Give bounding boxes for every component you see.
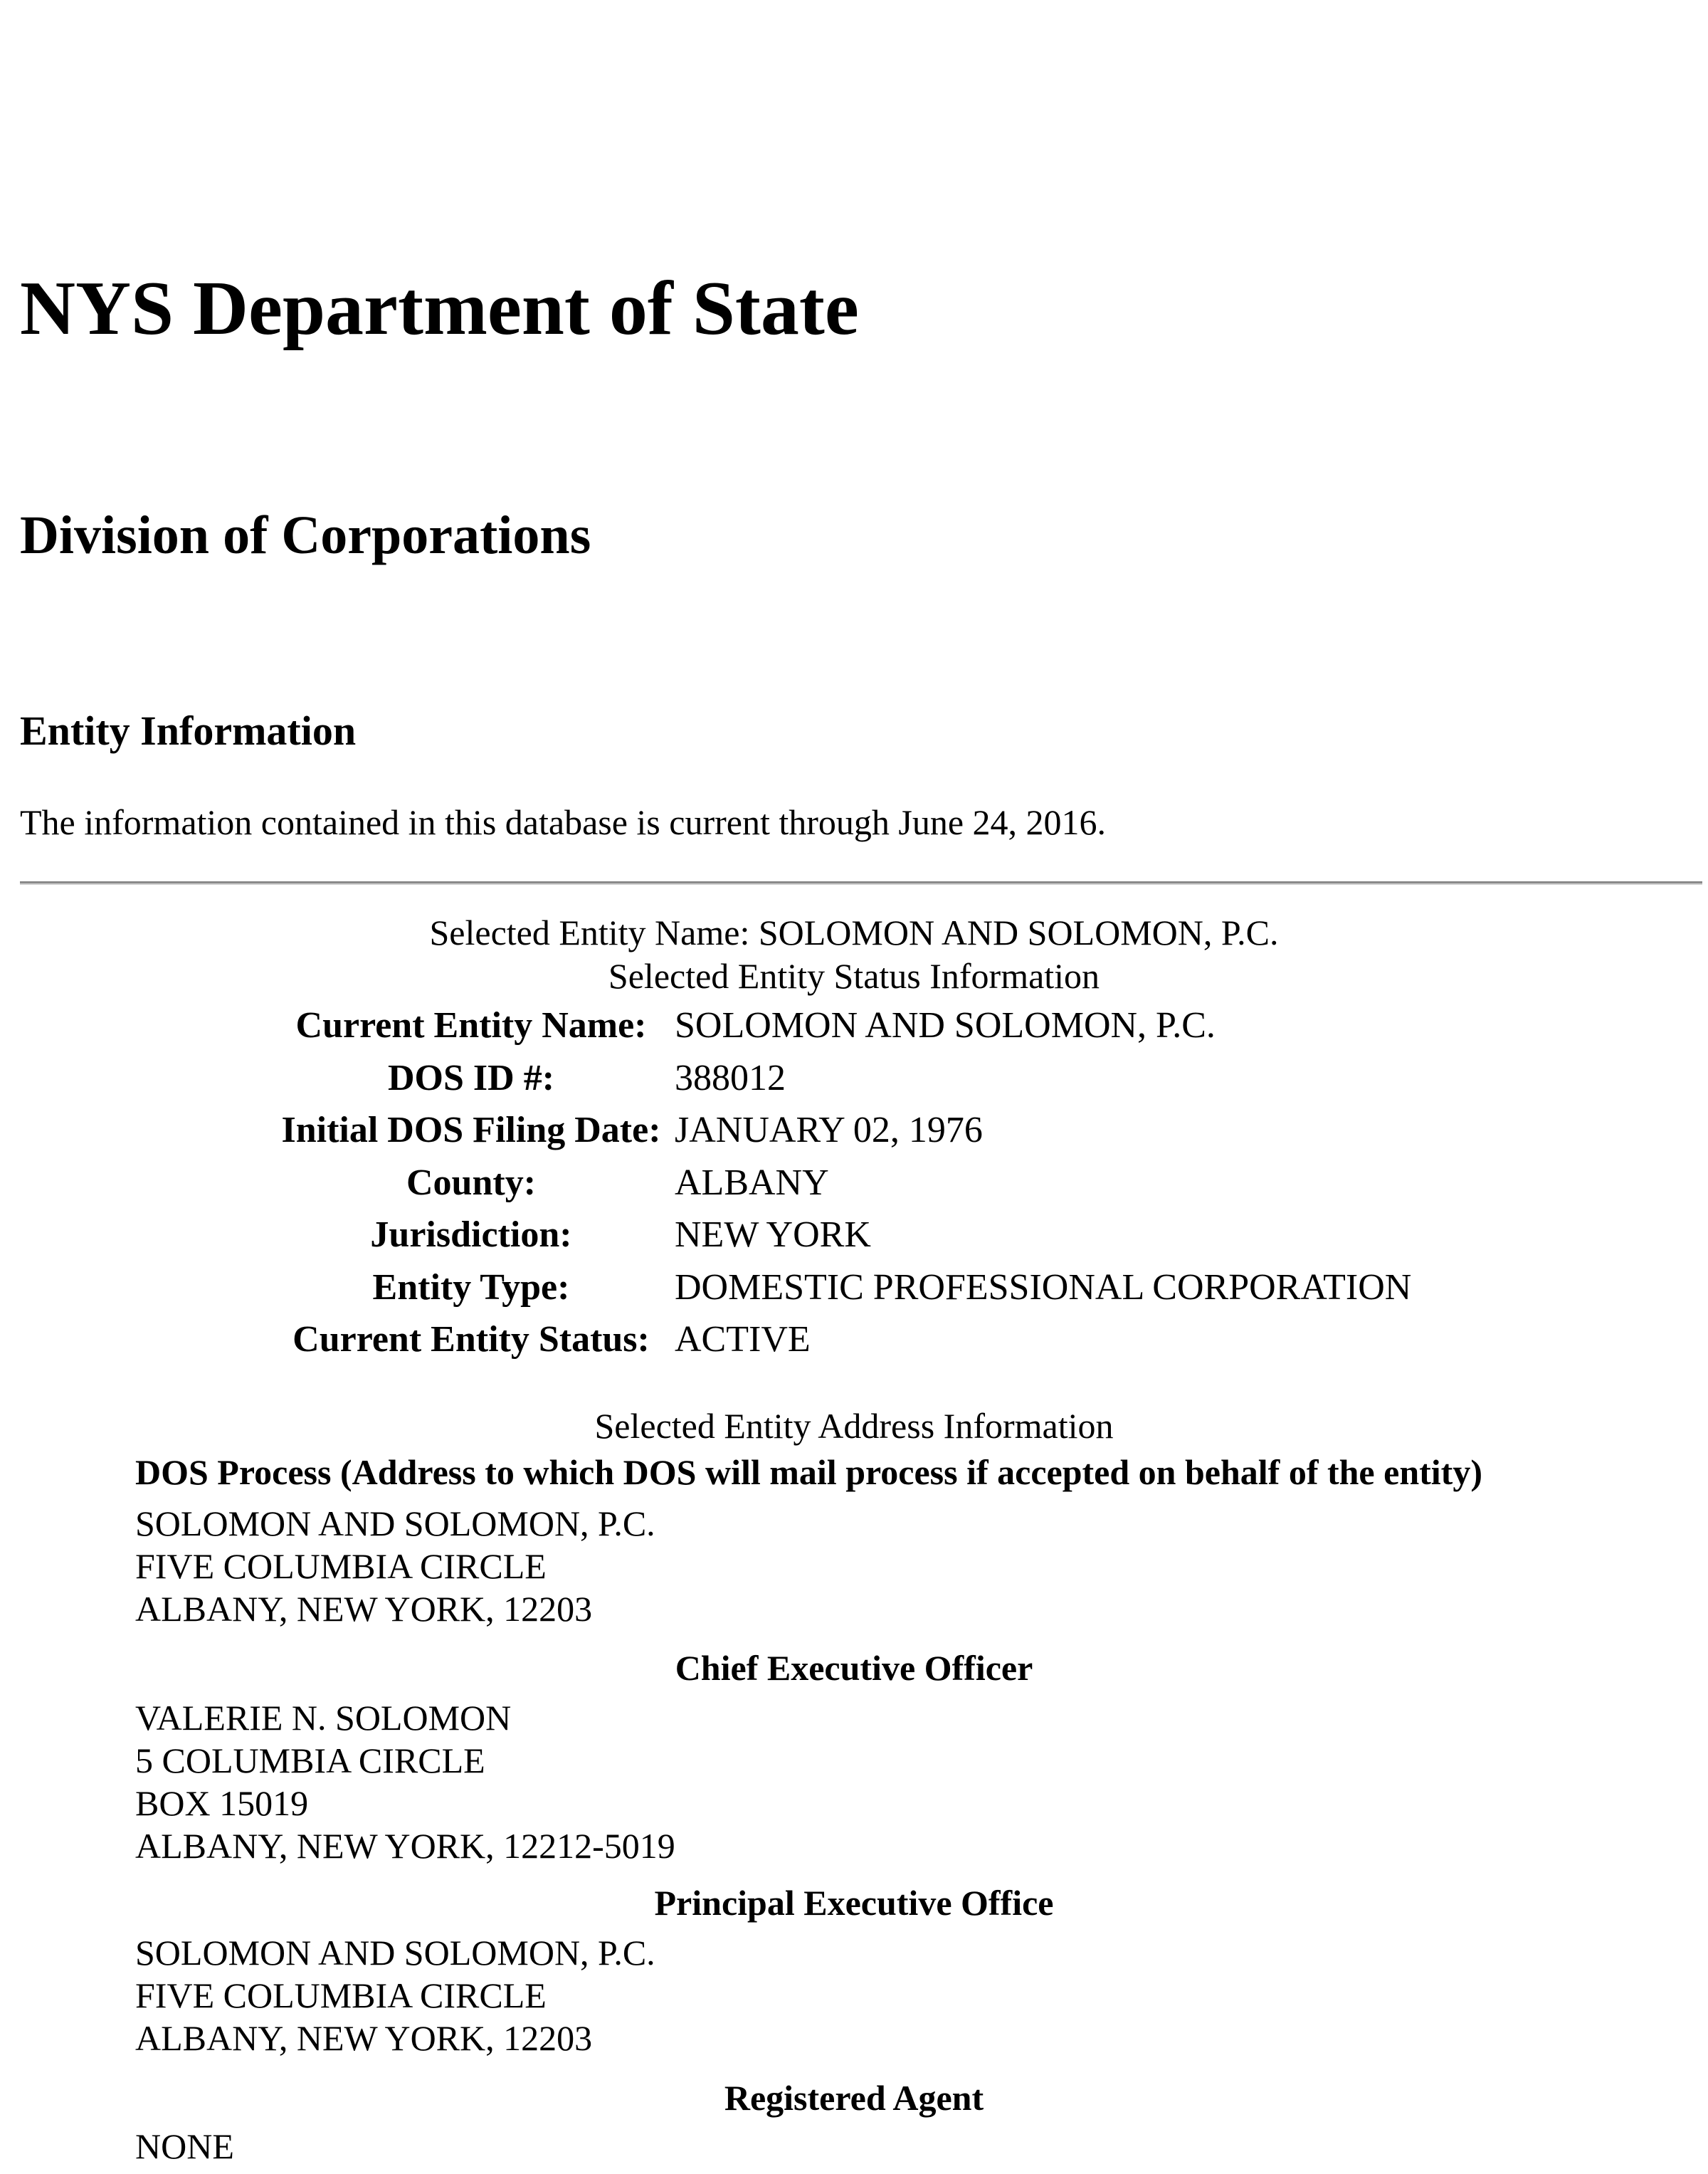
table-row (278, 1313, 1417, 1366)
address-line: 5 COLUMBIA CIRCLE (135, 1740, 485, 1780)
row-label: Jurisdiction: (370, 1214, 572, 1256)
registered-agent-heading: Registered Agent (724, 2078, 984, 2118)
status-info-heading: Selected Entity Status Information (608, 956, 1100, 996)
row-value: ACTIVE (675, 1319, 811, 1360)
address-line: FIVE COLUMBIA CIRCLE (135, 1546, 547, 1586)
table-row (278, 1209, 1417, 1261)
row-label: DOS ID #: (387, 1057, 555, 1098)
address-line: BOX 15019 (135, 1783, 309, 1823)
principal-office-address (135, 1931, 655, 2059)
table-row (278, 1104, 1417, 1157)
row-label: Current Entity Name: (295, 1005, 647, 1046)
row-value: NEW YORK (675, 1214, 871, 1256)
database-currency-note: The information contained in this database is current through June 24, 2016. (20, 802, 1107, 842)
ceo-address (135, 1696, 675, 1867)
address-info-heading: Selected Entity Address Information (594, 1406, 1114, 1446)
row-label: Current Entity Status: (292, 1319, 650, 1360)
address-line: FIVE COLUMBIA CIRCLE (135, 1975, 547, 2015)
address-line: SOLOMON AND SOLOMON, P.C. (135, 1503, 655, 1543)
table-row (278, 1052, 1417, 1105)
address-line: VALERIE N. SOLOMON (135, 1698, 512, 1738)
row-value: JANUARY 02, 1976 (675, 1110, 983, 1151)
address-line: ALBANY, NEW YORK, 12203 (135, 1589, 593, 1629)
dos-process-address (135, 1502, 655, 1630)
row-value: SOLOMON AND SOLOMON, P.C. (675, 1005, 1216, 1046)
row-value: ALBANY (675, 1162, 829, 1203)
row-value: DOMESTIC PROFESSIONAL CORPORATION (675, 1266, 1412, 1308)
dos-process-heading: DOS Process (Address to which DOS will mail process if accepted on behalf of the entity) (135, 1452, 1482, 1492)
registered-agent-address (135, 2125, 234, 2168)
address-line: NONE (135, 2126, 234, 2166)
table-row (278, 1261, 1417, 1314)
ceo-heading: Chief Executive Officer (675, 1648, 1033, 1688)
entity-status-table (278, 999, 1417, 1366)
row-value: 388012 (675, 1057, 786, 1098)
address-line: ALBANY, NEW YORK, 12203 (135, 2018, 593, 2058)
principal-office-heading: Principal Executive Office (654, 1883, 1054, 1923)
address-line: ALBANY, NEW YORK, 12212-5019 (135, 1826, 675, 1866)
table-row (278, 999, 1417, 1052)
horizontal-divider (20, 881, 1702, 885)
address-line: SOLOMON AND SOLOMON, P.C. (135, 1933, 655, 1973)
division-heading: Division of Corporations (20, 505, 591, 565)
selected-entity-name: Selected Entity Name: SOLOMON AND SOLOMON, P.C. (429, 913, 1279, 952)
table-row (278, 1157, 1417, 1209)
row-label: Entity Type: (372, 1266, 570, 1308)
section-heading: Entity Information (20, 708, 357, 754)
row-label: Initial DOS Filing Date: (281, 1110, 661, 1151)
page-title: NYS Department of State (20, 266, 859, 351)
row-label: County: (406, 1162, 537, 1203)
